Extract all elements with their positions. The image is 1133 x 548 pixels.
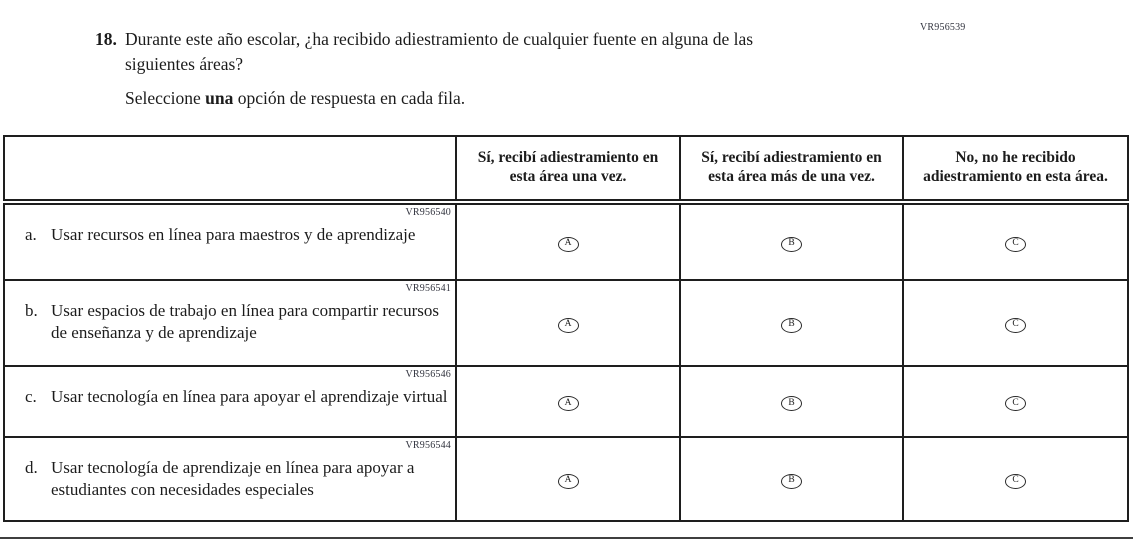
- option-cell: [903, 280, 1128, 366]
- bubble-d-C[interactable]: C: [1005, 474, 1026, 489]
- table-row: [4, 202, 1128, 280]
- option-cell: [680, 202, 903, 280]
- option-cell: [456, 437, 680, 521]
- vr-code: VR956541: [405, 283, 451, 294]
- option-cell: [680, 437, 903, 521]
- instruction-prefix: Seleccione: [125, 88, 206, 108]
- bubble-c-C[interactable]: C: [1005, 396, 1026, 411]
- question-text: Durante este año escolar, ¿ha recibido adiestramiento de cualquier fuente en alguna de las siguientes áreas?: [125, 29, 754, 74]
- question-block: [95, 27, 793, 77]
- option-cell: [903, 366, 1128, 437]
- empty-header-cell: [4, 136, 456, 202]
- bubble-c-A[interactable]: A: [558, 396, 579, 411]
- table-row: [4, 280, 1128, 366]
- question-number: 18.: [95, 29, 117, 49]
- header-row: [4, 136, 1128, 202]
- row-text: Usar tecnología de aprendizaje en línea para apoyar a estudiantes con necesidades especiales: [51, 458, 415, 500]
- instruction-bold-word: una: [205, 88, 234, 108]
- bubble-d-B[interactable]: B: [781, 474, 802, 489]
- vr-code: VR956544: [405, 440, 451, 451]
- row-text: Usar tecnología en línea para apoyar el aprendizaje virtual: [51, 387, 448, 406]
- row-letter: d.: [25, 458, 38, 477]
- option-cell: [456, 366, 680, 437]
- instruction-suffix: opción de respuesta en cada fila.: [233, 88, 466, 108]
- row-text: Usar recursos en línea para maestros y de aprendizaje: [51, 225, 416, 244]
- row-letter: b.: [25, 301, 38, 320]
- bubble-a-A[interactable]: A: [558, 237, 579, 252]
- option-cell: [680, 280, 903, 366]
- response-table: [3, 135, 1129, 522]
- vr-code-top: VR956539: [920, 22, 966, 33]
- row-letter: c.: [25, 387, 37, 406]
- bubble-b-A[interactable]: A: [558, 318, 579, 333]
- row-label-cell: [4, 280, 456, 366]
- bubble-a-C[interactable]: C: [1005, 237, 1026, 252]
- table-row: [4, 366, 1128, 437]
- bubble-b-B[interactable]: B: [781, 318, 802, 333]
- row-label-cell: [4, 202, 456, 280]
- option-cell: [680, 366, 903, 437]
- table-row: [4, 437, 1128, 521]
- instruction-text: [125, 88, 465, 109]
- row-letter: a.: [25, 225, 37, 244]
- row-text: Usar espacios de trabajo en línea para compartir recursos de enseñanza y de aprendizaje: [51, 301, 439, 343]
- option-cell: [903, 437, 1128, 521]
- column-header-more-than-once: Sí, recibí adiestramiento en esta área más de una vez.: [680, 136, 903, 202]
- option-cell: [456, 202, 680, 280]
- bubble-c-B[interactable]: B: [781, 396, 802, 411]
- bubble-d-A[interactable]: A: [558, 474, 579, 489]
- row-label-cell: [4, 437, 456, 521]
- vr-code: VR956540: [405, 207, 451, 218]
- bubble-a-B[interactable]: B: [781, 237, 802, 252]
- option-cell: [456, 280, 680, 366]
- bubble-b-C[interactable]: C: [1005, 318, 1026, 333]
- page-bottom-rule: [0, 537, 1133, 539]
- column-header-once: Sí, recibí adiestramiento en esta área una vez.: [456, 136, 680, 202]
- row-label-cell: [4, 366, 456, 437]
- column-header-none: No, no he recibido adiestramiento en esta área.: [903, 136, 1128, 202]
- vr-code: VR956546: [405, 369, 451, 380]
- option-cell: [903, 202, 1128, 280]
